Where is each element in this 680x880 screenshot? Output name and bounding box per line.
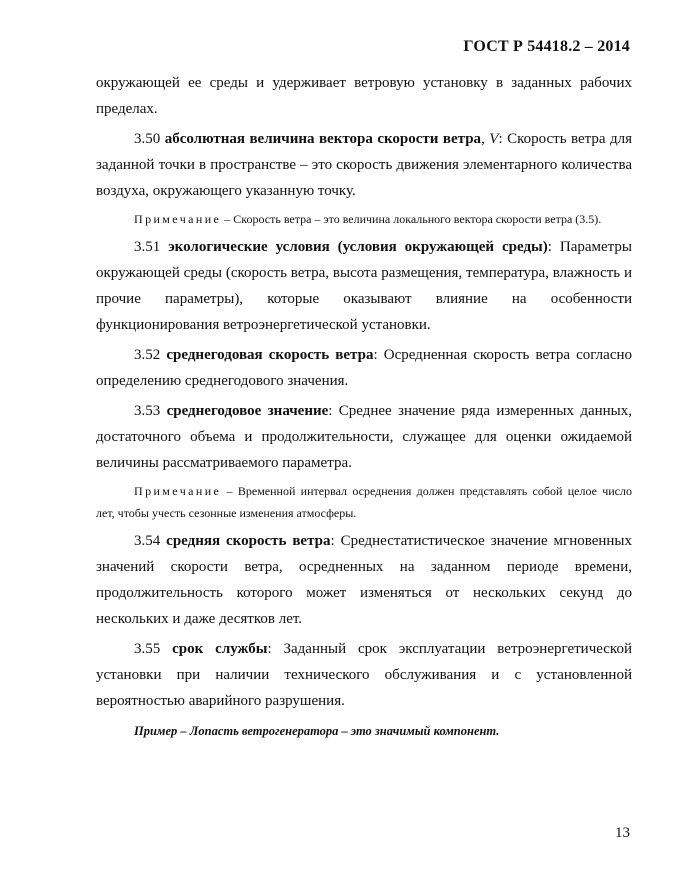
note-label: Примечание <box>134 484 222 498</box>
entry-term: среднегодовое значение <box>166 403 329 419</box>
page-header: ГОСТ Р 54418.2 – 2014 <box>463 38 630 55</box>
note-label: Примечание <box>134 212 222 226</box>
entry-symbol: V <box>489 131 499 147</box>
entry-3-54 <box>96 528 632 632</box>
entry-3-55 <box>96 636 632 714</box>
entry-term: абсолютная величина вектора скорости ветра <box>164 131 482 147</box>
entry-definition: : Среднее значение ряда измеренных данных, достаточного объема и продолжительности, служащее для оценки ожидаемой величины рассматриваемого параметра. <box>96 403 633 471</box>
entry-3-52 <box>96 342 632 394</box>
example-text: Пример – Лопасть ветрогенератора – это значимый компонент. <box>134 724 500 738</box>
entry-number: 3.53 <box>134 403 161 419</box>
entry-term: срок службы <box>172 641 268 657</box>
entry-3-51 <box>96 234 632 338</box>
entry-term: среднегодовая скорость ветра <box>166 347 374 363</box>
entry-number: 3.54 <box>134 533 161 549</box>
entry-definition: : Скорость ветра для заданной точки в пространстве – это скорость движения элементарного количества воздуха, окружающего указанную точку. <box>96 131 633 199</box>
entry-number: 3.55 <box>134 641 161 657</box>
entry-3-53 <box>96 398 632 476</box>
entry-term: экологические условия (условия окружающей среды) <box>168 239 548 255</box>
note-2 <box>96 480 632 524</box>
document-body <box>96 70 632 755</box>
entry-number: 3.51 <box>134 239 161 255</box>
entry-definition: : Параметры окружающей среды (скорость ветра, высота размещения, температура, влажность и прочие параметры), которые оказывают влияние на особенности функционирования ветроэнергетической установки. <box>96 239 632 333</box>
page-number: 13 <box>615 825 630 841</box>
continuation-text: окружающей ее среды и удерживает ветровую установку в заданных рабочих пределах. <box>96 75 632 117</box>
entry-definition: : Среднестатистическое значение мгновенных значений скорости ветра, осредненных на заданном периоде времени, продолжительность которого может изменяться от нескольких секунд до нескольких и даже десятков лет. <box>96 533 633 627</box>
note-1 <box>96 208 632 230</box>
entry-number: 3.52 <box>134 347 161 363</box>
entry-number: 3.50 <box>134 131 161 147</box>
entry-definition: : Осредненная скорость ветра согласно определению среднегодового значения. <box>96 347 632 389</box>
entry-definition: : Заданный срок эксплуатации ветроэнергетической установки при наличии технического обслуживания и с установленной вероятностью аварийного разрушения. <box>96 641 632 709</box>
entry-3-50: 3.50 абсолютная величина вектора скорости ветра, V: Скорость ветра для заданной точки в пространстве – это скорость движения элементарного количества воздуха, окружающего указанную точку. <box>96 131 633 199</box>
entry-term: средняя скорость ветра <box>166 533 331 549</box>
note-text: – Скорость ветра – это величина локального вектора скорости ветра (3.5). <box>221 212 602 226</box>
note-text: – Временной интервал осреднения должен представлять собой целое число лет, чтобы учесть сезонные изменения атмосферы. <box>96 484 632 520</box>
